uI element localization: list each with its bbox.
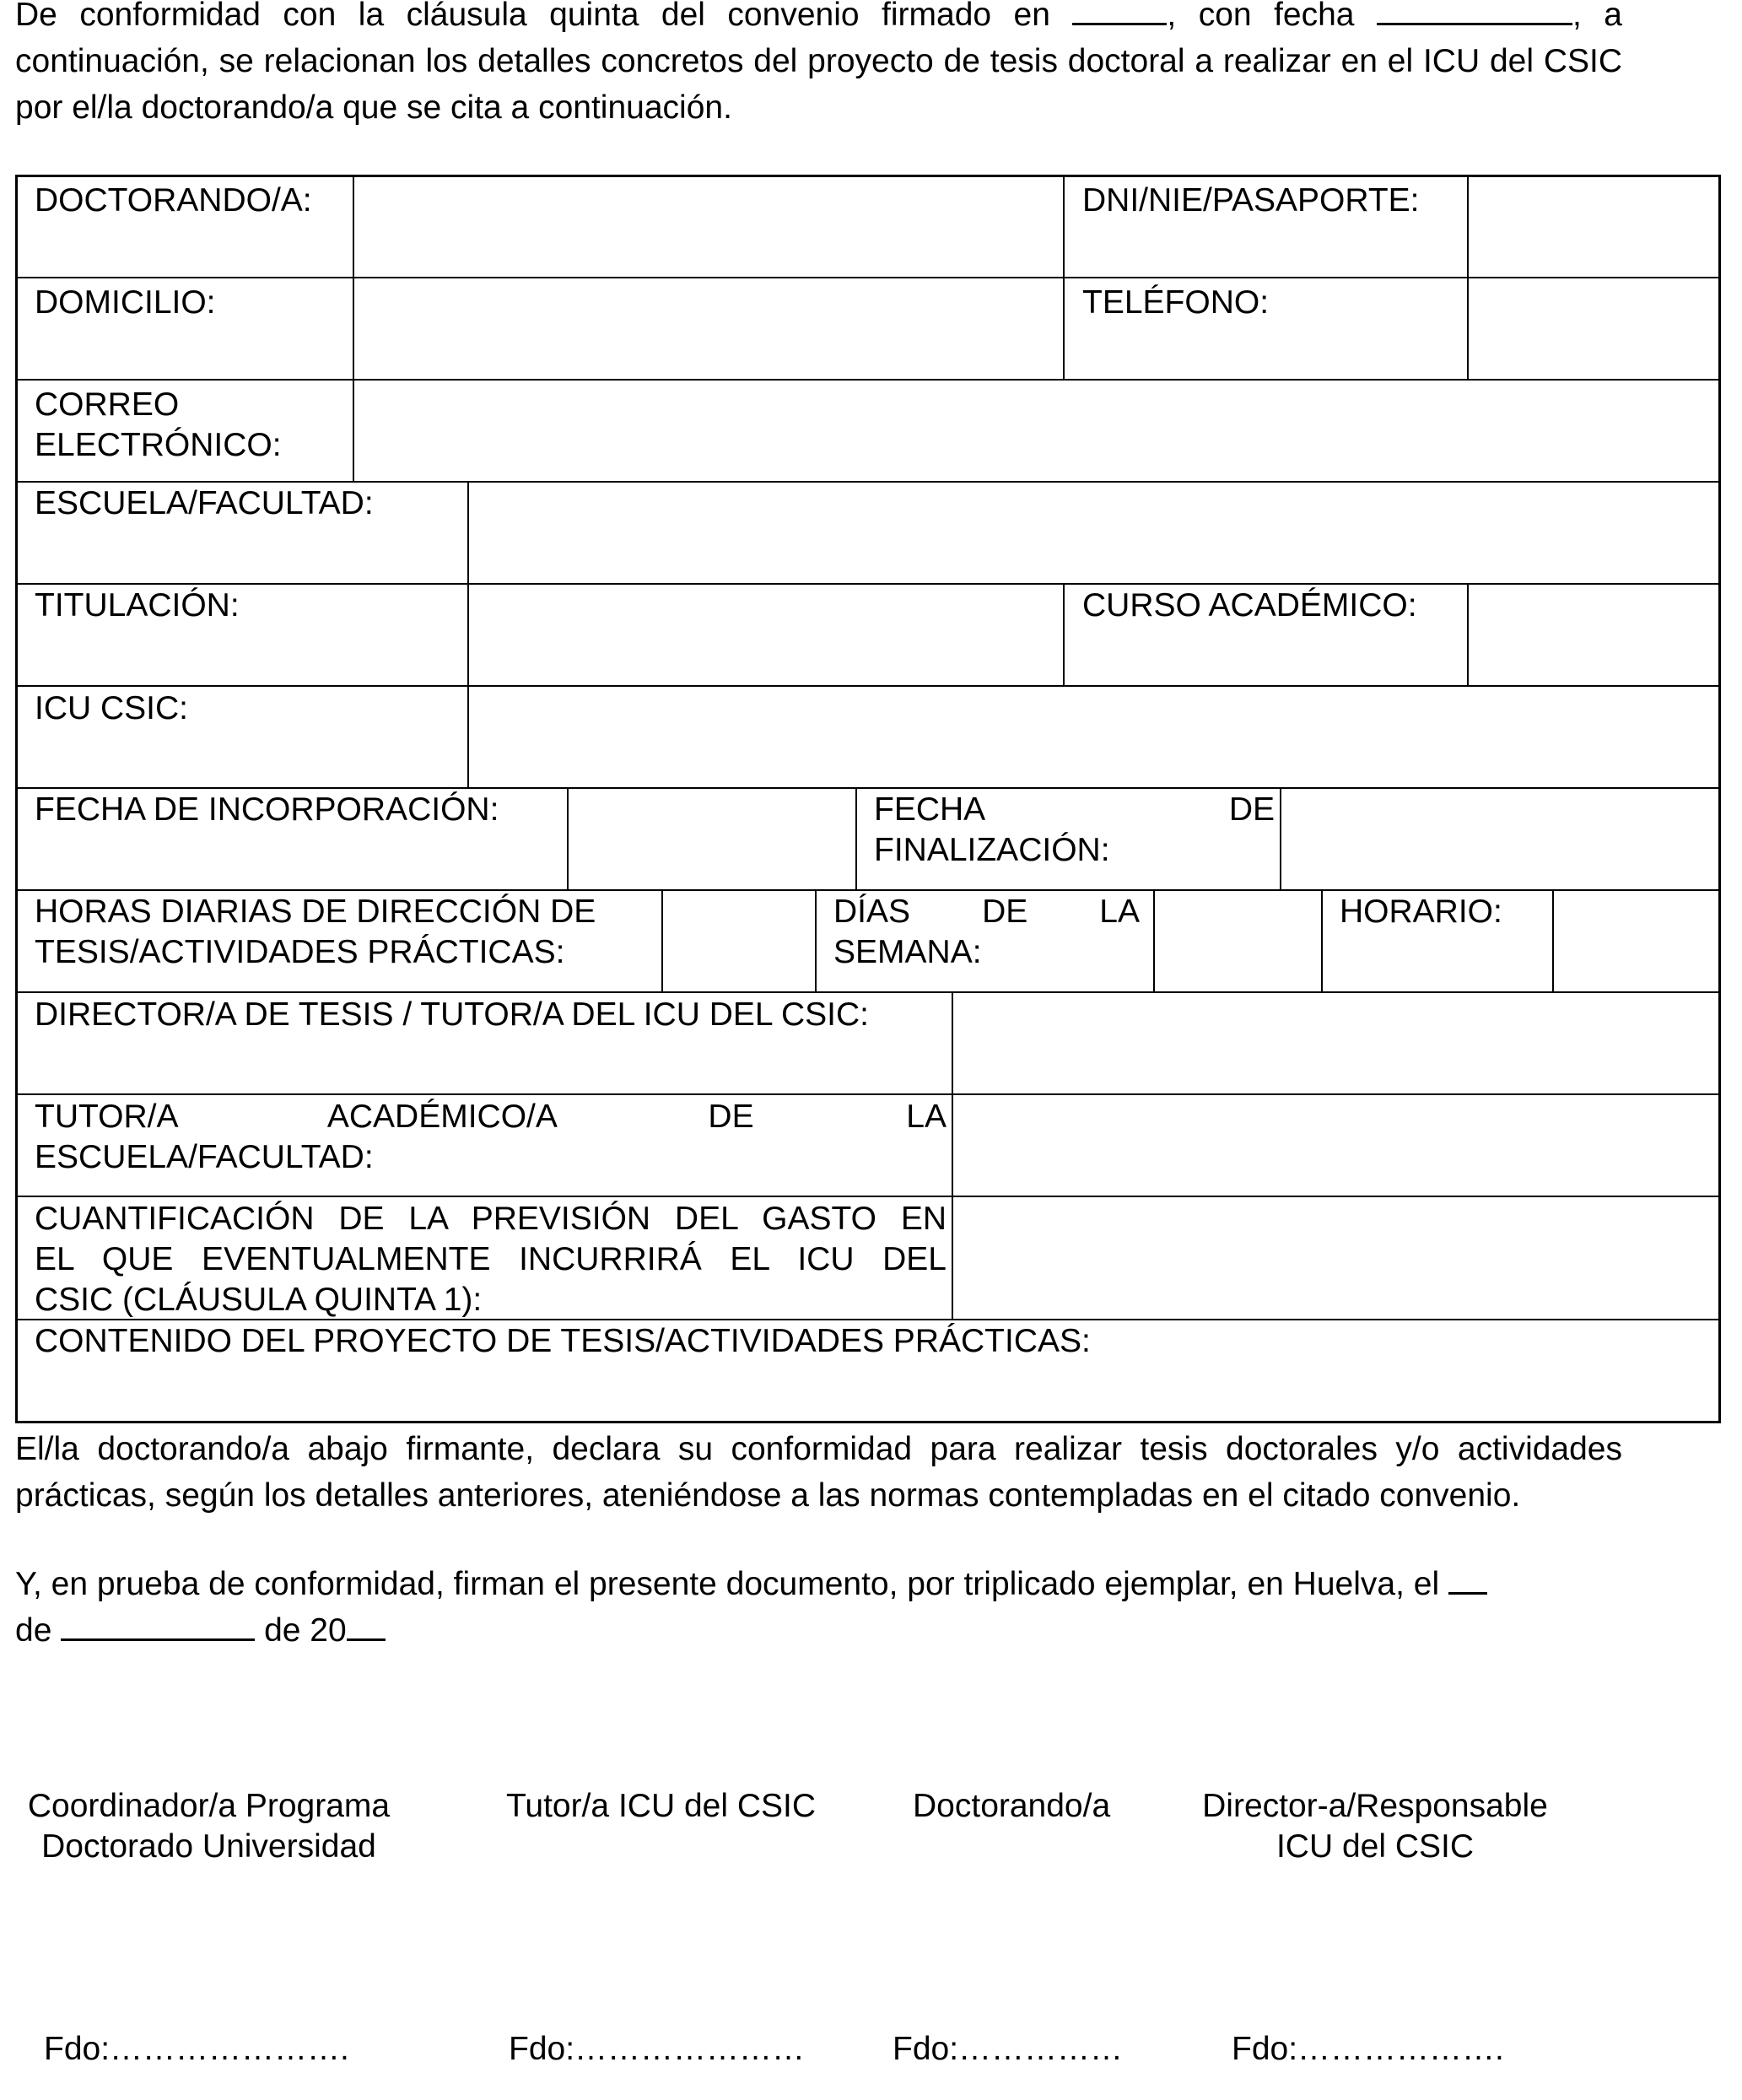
row-divider — [15, 583, 1721, 585]
col-divider — [1280, 787, 1281, 889]
director-line-1: Director-a/Responsable — [1202, 1788, 1548, 1824]
signature-doctorando: Doctorando/a — [913, 1788, 1111, 1824]
row-divider — [15, 277, 1721, 278]
year-blank[interactable] — [347, 1613, 386, 1641]
proof-text-2: de — [15, 1612, 52, 1649]
col-divider — [1063, 583, 1065, 685]
coordinador-line-2: Doctorado Universidad — [41, 1828, 376, 1865]
day-blank[interactable] — [1448, 1567, 1487, 1595]
horas-label-1: HORAS DIARIAS DE DIRECCIÓN DE — [35, 893, 596, 930]
col-divider — [1467, 175, 1469, 379]
month-blank[interactable] — [61, 1613, 255, 1641]
col-divider — [855, 787, 857, 889]
escuela-label: ESCUELA/FACULTAD: — [35, 485, 374, 521]
fecha-finalizacion-label-1: FECHA DE — [874, 791, 1275, 828]
signature-coordinador — [0, 1786, 418, 1867]
fecha-finalizacion-label-2: FINALIZACIÓN: — [874, 832, 1110, 868]
col-divider — [1063, 175, 1065, 379]
correo-label: CORREO ELECTRÓNICO: — [35, 386, 282, 463]
table-border-right — [1718, 175, 1721, 1423]
tutor-label-1: TUTOR/A ACADÉMICO/A DE LA — [35, 1099, 947, 1135]
convenio-place-blank[interactable] — [1072, 0, 1167, 25]
proof-text-1: Y, en prueba de conformidad, firman el presente documento, por triplicado ejemplar, en Huelva, el — [15, 1566, 1440, 1602]
col-divider — [952, 991, 953, 1319]
proof-text-3: de 20 — [264, 1612, 347, 1649]
signature-director — [1198, 1786, 1552, 1867]
tutor-label-2: ESCUELA/FACULTAD: — [35, 1139, 374, 1175]
row-divider — [15, 787, 1721, 789]
col-divider — [353, 175, 354, 481]
dias-label-1: DÍAS DE LA — [833, 893, 1140, 930]
fecha-incorporacion-label: FECHA DE INCORPORACIÓN: — [35, 791, 499, 828]
fdo-tutor: Fdo:………………… — [509, 2031, 806, 2067]
intro-text-2: , con fecha — [1167, 0, 1355, 33]
cuantificacion-label-2: EL QUE EVENTUALMENTE INCURRIRÁ EL ICU DEL — [35, 1241, 947, 1277]
cuantificacion-label-1: CUANTIFICACIÓN DE LA PREVISIÓN DEL GASTO EN — [35, 1201, 947, 1237]
director-label: DIRECTOR/A DE TESIS / TUTOR/A DEL ICU DEL CSIC: — [35, 996, 869, 1033]
proof-paragraph — [15, 1561, 1622, 1654]
titulacion-label: TITULACIÓN: — [35, 587, 240, 624]
domicilio-label: DOMICILIO: — [35, 284, 216, 321]
fdo-doctorando: Fdo:…………… — [893, 2031, 1124, 2067]
col-divider — [1153, 889, 1155, 991]
row-divider — [15, 379, 1721, 381]
row-divider — [15, 889, 1721, 891]
horario-label: HORARIO: — [1340, 893, 1502, 930]
col-divider — [661, 889, 663, 991]
intro-text-3: , a continuación, se relacionan los detalles concretos del proyecto de tesis doctoral a realizar en el ICU del CSIC por el/la doctorando/a que se cita a continuación. — [15, 0, 1622, 126]
table-border-left — [15, 175, 18, 1423]
fdo-director: Fdo:………………. — [1232, 2031, 1504, 2067]
director-line-2: ICU del CSIC — [1275, 1828, 1475, 1865]
convenio-date-blank[interactable] — [1377, 0, 1572, 25]
table-border-top — [15, 175, 1721, 177]
row-divider — [15, 481, 1721, 483]
cuantificacion-label-3: CSIC (CLÁUSULA QUINTA 1): — [35, 1282, 483, 1318]
curso-label: CURSO ACADÉMICO: — [1082, 587, 1417, 624]
col-divider — [815, 889, 817, 991]
form-table — [15, 175, 1721, 1423]
horas-label-2: TESIS/ACTIVIDADES PRÁCTICAS: — [35, 934, 565, 970]
coordinador-line-1: Coordinador/a Programa — [27, 1788, 391, 1824]
signature-tutor: Tutor/a ICU del CSIC — [506, 1788, 816, 1824]
fdo-coordinador: Fdo:…………………. — [44, 2031, 349, 2067]
col-divider — [1552, 889, 1554, 991]
row-divider — [15, 991, 1721, 993]
intro-text-1: De conformidad con la cláusula quinta del convenio firmado en — [15, 0, 1050, 33]
doctorando-label: DOCTORANDO/A: — [35, 182, 312, 219]
contenido-label: CONTENIDO DEL PROYECTO DE TESIS/ACTIVIDADES PRÁCTICAS: — [35, 1323, 1091, 1359]
declaration-paragraph: El/la doctorando/a abajo firmante, declara su conformidad para realizar tesis doctorales y/o actividades prácticas, según los detalles anteriores, ateniéndose a las normas contempladas en el citado convenio. — [15, 1431, 1622, 1514]
table-border-bottom — [15, 1421, 1721, 1423]
telefono-label: TELÉFONO: — [1082, 284, 1270, 321]
row-divider — [15, 1093, 1721, 1095]
col-divider — [567, 787, 569, 889]
icu-label: ICU CSIC: — [35, 690, 189, 726]
dni-label: DNI/NIE/PASAPORTE: — [1082, 182, 1420, 219]
intro-paragraph — [15, 0, 1622, 131]
col-divider — [1321, 889, 1323, 991]
col-divider — [467, 481, 469, 787]
col-divider — [1467, 583, 1469, 685]
row-divider — [15, 1196, 1721, 1197]
row-divider — [15, 685, 1721, 687]
dias-label-2: SEMANA: — [833, 934, 982, 970]
